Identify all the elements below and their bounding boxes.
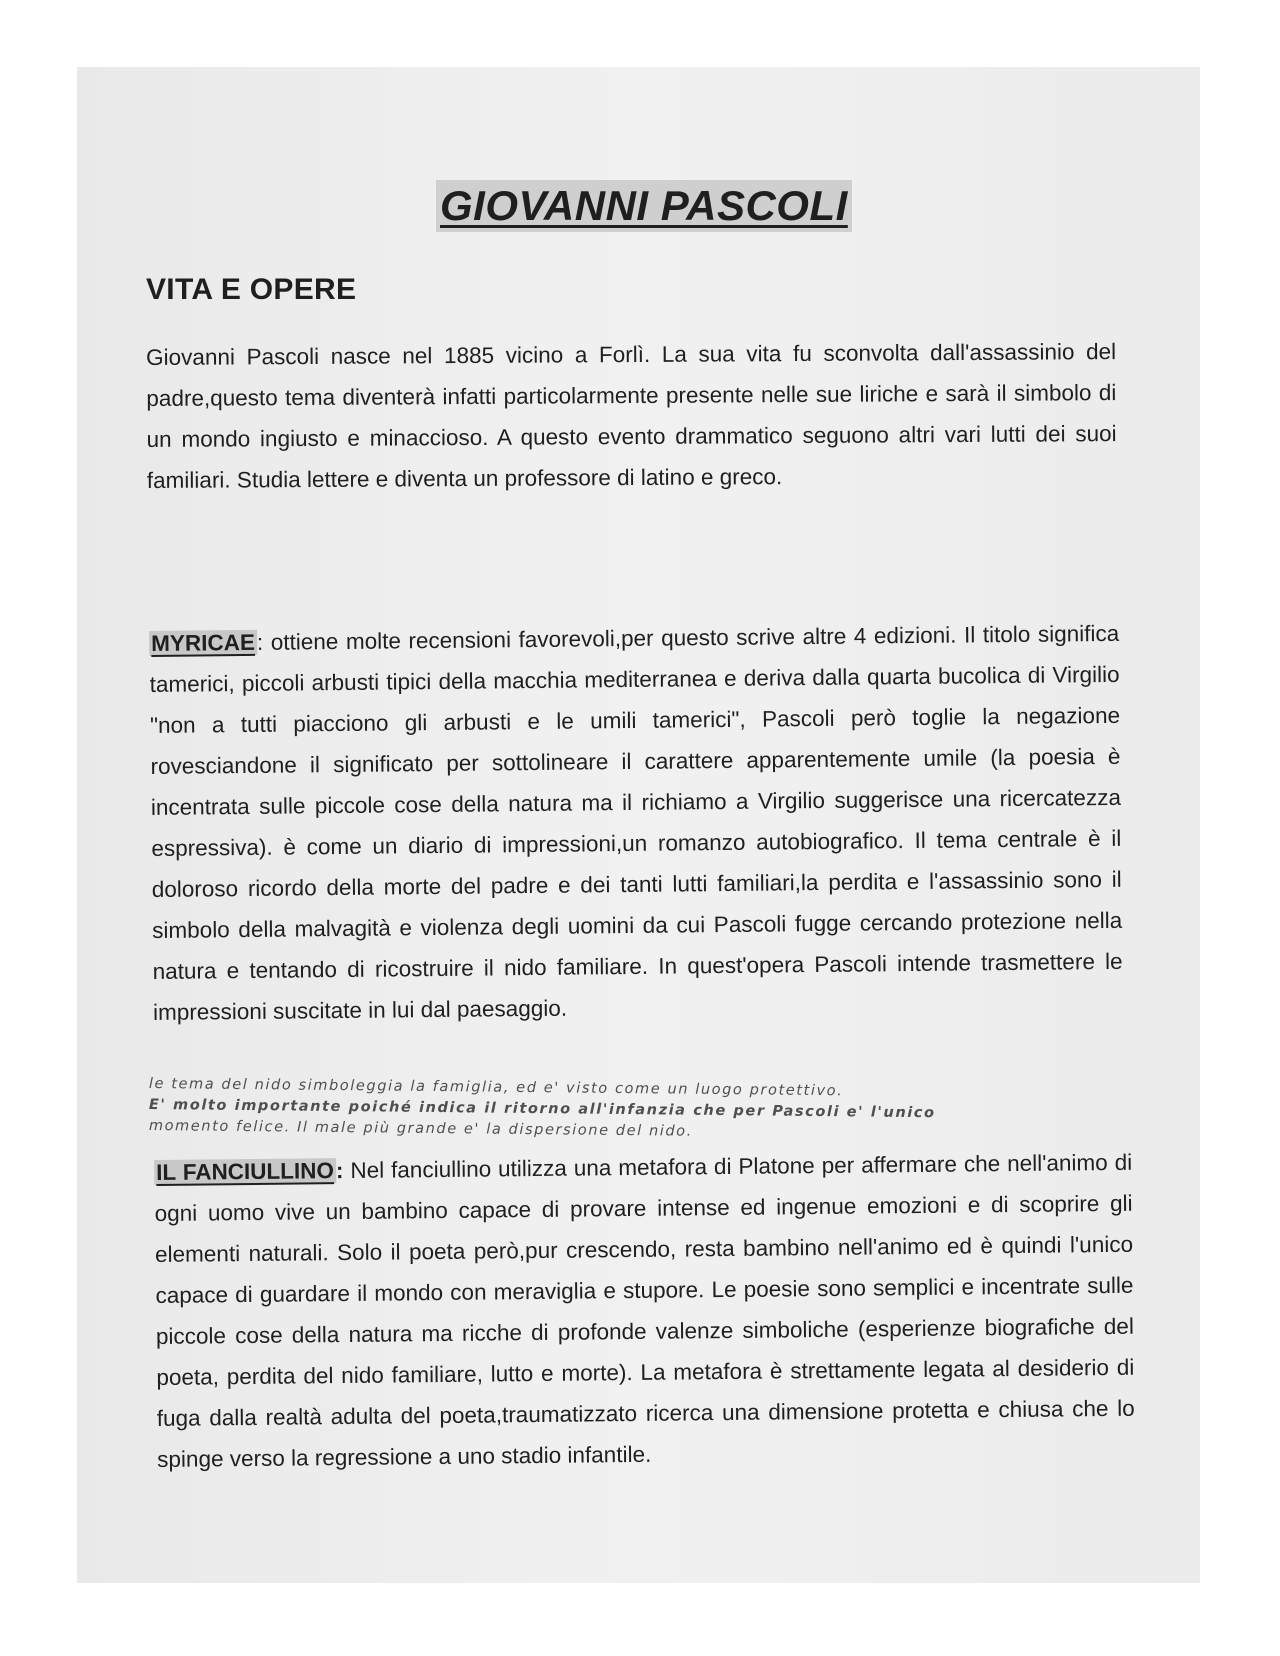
handwritten-note-line: le tema del nido simboleggia la famiglia, ed e' visto come un luogo protettivo. [148, 1075, 844, 1100]
fanciullino-label: IL FANCIULLINO [156, 1158, 335, 1185]
page-title: GIOVANNI PASCOLI [436, 180, 852, 232]
section-heading: VITA E OPERE [146, 273, 357, 306]
myricae-text: : ottiene molte recensioni favorevoli,per questo scrive altre 4 edizioni. Il titolo significa tamerici, piccoli arbusti tipici della macchia mediterranea e deriva dalla quarta bucolica di Virgilio "non a tutti piacciono gli arbusti e le umili tamerici", Pascoli però toglie la negazione rovesciandone il significato per sottolineare il carattere apparentemente umile (la poesia è incentrata sulle piccole cose della natura ma il richiamo a Virgilio suggerisce una ricercatezza espressiva). è come un diario di impressioni,un romanzo autobiografico. Il tema centrale è il doloroso ricordo della morte del padre e dei tanti lutti familiari,la perdita e l'assassinio sono il simbolo della malvagità e violenza degli uomini da cui Pascoli fugge cercando protezione nella natura e tentando di ricostruire il nido familiare. In quest'opera Pascoli intende trasmettere le impressioni suscitate in lui dal paesaggio. [149, 620, 1123, 1025]
myricae-label: MYRICAE [151, 629, 256, 656]
paragraph-vita-e-opere: Giovanni Pascoli nasce nel 1885 vicino a Forlì. La sua vita fu sconvolta dall'assassinio del padre,questo tema diventerà infatti particolarmente presente nelle sue liriche e sarà il simbolo di un mondo ingiusto e minaccioso. A questo evento drammatico seguono altri vari lutti dei suoi familiari. Studia lettere e diventa un professore di latino e greco. [146, 339, 1117, 493]
document-page [77, 67, 1200, 1583]
fanciullino-text: Nel fanciullino utilizza una metafora di Platone per affermare che nell'animo di ogni uomo vive un bambino capace di provare intense ed ingenue emozioni e di scoprire gli elementi naturali. Solo il poeta però,pur crescendo, resta bambino nell'animo ed è quindi l'unico capace di guardare il mondo con meraviglia e stupore. Le poesie sono semplici e incentrate sulle piccole cose della natura ma ricche di profonde valenze simboliche (esperienze biografiche del poeta, perdita del nido familiare, lutto e morte). La metafora è strettamente legata al desiderio di fuga dalla realtà adulta del poeta,traumatizzato ricerca una dimensione protetta e chiusa che lo spinge verso la regressione a uno stadio infantile. [154, 1149, 1135, 1472]
handwritten-note-line: momento felice. Il male più grande e' la dispersione del nido. [148, 1117, 693, 1140]
fanciullino-colon: : [335, 1158, 344, 1184]
handwritten-note-line: E' molto importante poiché indica il ritorno all'infanzia che per Pascoli e' l'unico [148, 1096, 936, 1122]
paragraph-fanciullino [154, 1142, 1135, 1480]
paragraph-myricae [149, 613, 1123, 1033]
